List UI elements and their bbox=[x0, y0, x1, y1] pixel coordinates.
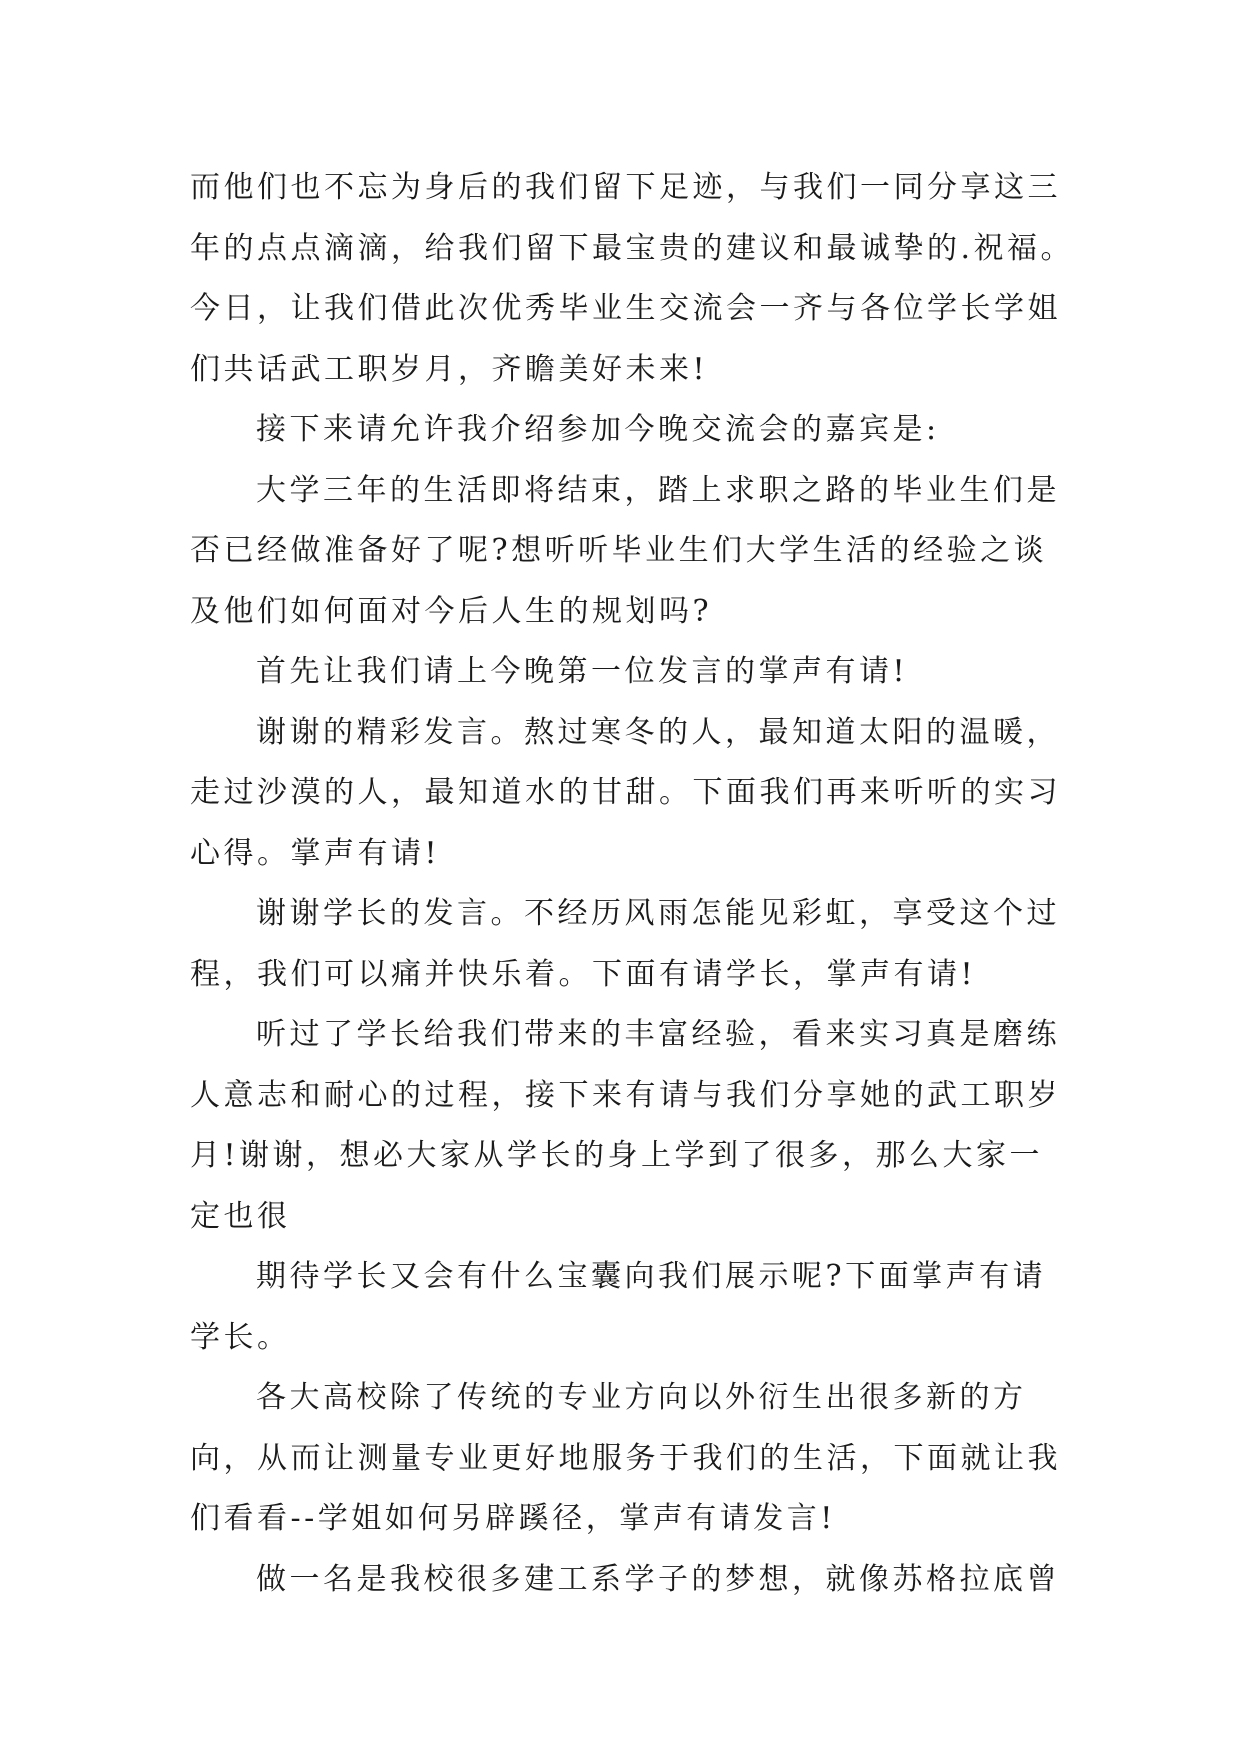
text-line: 心得。掌声有请! bbox=[190, 835, 441, 871]
paragraph-start-line: 谢谢的精彩发言。熬过寒冬的人，最知道太阳的温暖， bbox=[256, 714, 1060, 750]
text-line: 否已经做准备好了呢?想听听毕业生们大学生活的经验之谈 bbox=[190, 533, 1048, 568]
text-line: 们看看--学姐如何另辟蹊径，掌声有请发言! bbox=[190, 1501, 836, 1536]
paragraph-start-line: 做一名是我校很多建工系学子的梦想，就像苏格拉底曾 bbox=[256, 1561, 1060, 1597]
text-line: 定也很 bbox=[190, 1198, 291, 1234]
text-line: 向，从而让测量专业更好地服务于我们的生活，下面就让我 bbox=[190, 1440, 1061, 1476]
text-line: 及他们如何面对今后人生的规划吗? bbox=[190, 593, 713, 629]
text-line: 学长。 bbox=[190, 1319, 291, 1355]
text-line: 人意志和耐心的过程，接下来有请与我们分享她的武工职岁 bbox=[190, 1077, 1061, 1113]
paragraph-start-line: 期待学长又会有什么宝囊向我们展示呢?下面掌声有请 bbox=[256, 1259, 1047, 1294]
paragraph-start-line: 大学三年的生活即将结束，踏上求职之路的毕业生们是 bbox=[256, 472, 1060, 508]
paragraph-start-line: 接下来请允许我介绍参加今晚交流会的嘉宾是: bbox=[256, 412, 940, 447]
document-body bbox=[190, 158, 1075, 1610]
paragraph-start-line: 首先让我们请上今晚第一位发言的掌声有请! bbox=[256, 654, 909, 689]
text-line: 程，我们可以痛并快乐着。下面有请学长，掌声有请! bbox=[190, 956, 977, 992]
text-line: 而他们也不忘为身后的我们留下足迹，与我们一同分享这三 bbox=[190, 170, 1061, 205]
paragraph-start-line: 各大高校除了传统的专业方向以外衍生出很多新的方 bbox=[256, 1380, 1027, 1415]
paragraph-start-line: 谢谢学长的发言。不经历风雨怎能见彩虹，享受这个过 bbox=[256, 896, 1060, 931]
paragraph-start-line: 听过了学长给我们带来的丰富经验，看来实习真是磨练 bbox=[256, 1017, 1060, 1052]
text-line: 年的点点滴滴，给我们留下最宝贵的建议和最诚挚的.祝福。 bbox=[190, 230, 1075, 266]
text-line: 走过沙漠的人，最知道水的甘甜。下面我们再来听听的实习 bbox=[190, 775, 1061, 810]
text-line: 月!谢谢，想必大家从学长的身上学到了很多，那么大家一 bbox=[190, 1138, 1044, 1173]
text-line: 们共话武工职岁月，齐瞻美好未来! bbox=[190, 351, 709, 387]
text-line: 今日，让我们借此次优秀毕业生交流会一齐与各位学长学姐 bbox=[190, 291, 1061, 326]
